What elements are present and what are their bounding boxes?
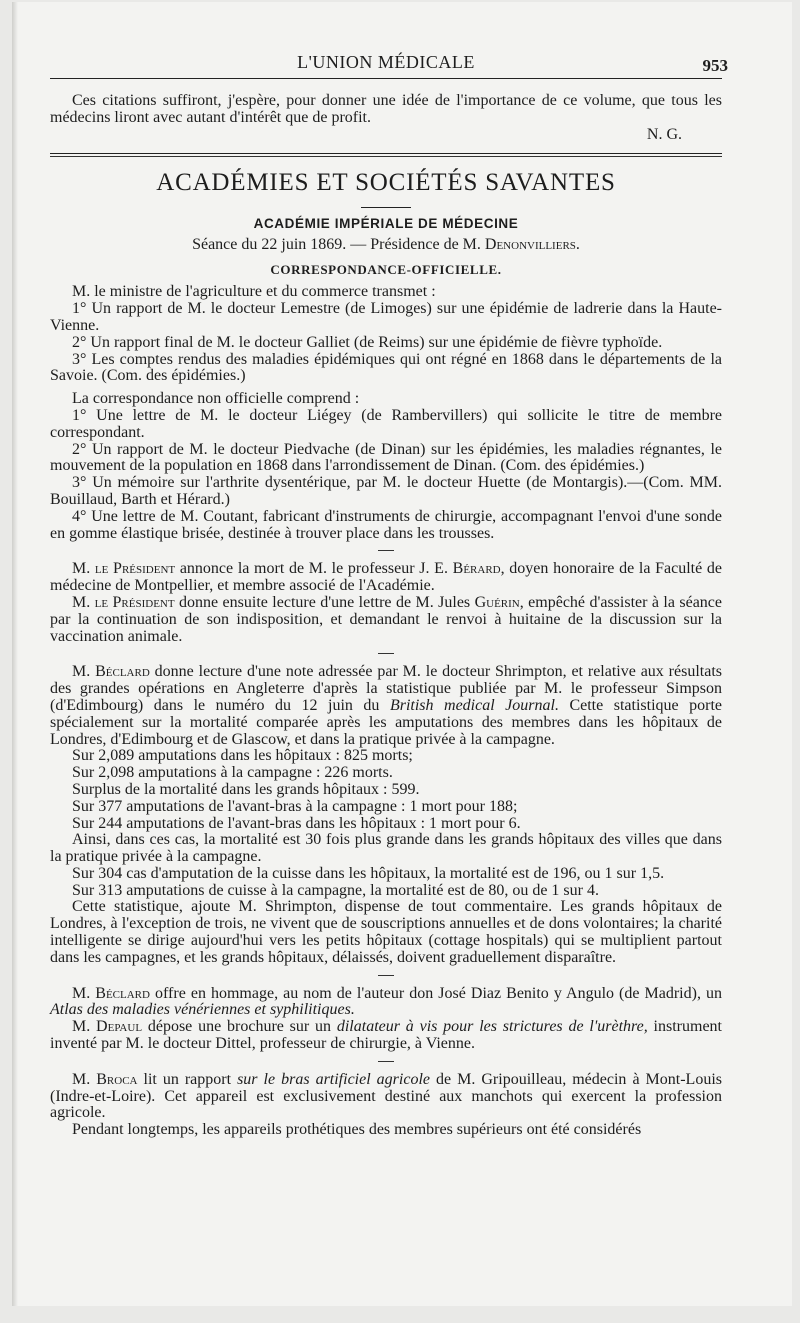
page-number: 953 (702, 56, 728, 75)
academy-heading: ACADÉMIE IMPÉRIALE DE MÉDECINE (253, 216, 519, 232)
correspondance-heading: CORRESPONDANCE-OFFICIELLE. (270, 262, 502, 278)
beclard-paragraph-5: Cette statistique, ajoute M. Shrimpton, dispense de tout commentaire. Les grands hôpitaux de Londres, à l'exception de trois, ne vivent que de souscriptions annuelles et de dons volontaires; la charité intelligente se dirige aujourd'hui vers les petits hôpitaux (cottage hospitals) qui se multiplient partout dans les campagnes, et les grands hôpitaux, délaissés, doivent graduellement disparaître. (50, 898, 722, 966)
beclard-paragraph-1: M. Béclard donne lecture d'une note adressée par M. le docteur Shrimpton, et relative aux résultats des grandes opérations en Angleterre d'après la statistique publiée par M. le professeur Simpson (d'Edimbourg) dans le numéro du 12 juin du British medical Journal. Cette statistique porte spécialement sur la mortalité comparée après les amputations des membres dans les hôpitaux de Londres, d'Edimbourg et de Glascow, et dans la pratique privée à la campagne. (50, 663, 722, 748)
intro-paragraph: Ces citations suffiront, j'espère, pour donner une idée de l'importance de ce volume, que tous les médecins liront avec autant d'intérêt que de profit. (50, 92, 722, 126)
separator-dash (378, 975, 394, 976)
unofficial-item-1: 1° Une lettre de M. le docteur Liégey (de Rambervillers) qui sollicite le titre de membre correspondant. (50, 406, 722, 441)
official-item-3: 3° Les comptes rendus des maladies épidémiques qui ont régné en 1868 dans le départements de la Savoie. (Com. des épidémies.) (50, 350, 722, 385)
beclard-paragraph-2: Ainsi, dans ces cas, la mortalité est 30 fois plus grande dans les grands hôpitaux des villes que dans la pratique privée à la campagne. (50, 831, 722, 866)
unofficial-item-2: 2° Un rapport de M. le docteur Piedvache (de Dinan) sur les épidémies, les maladies régnantes, le mouvement de la population en 1868 dans l'arrondissement de Dinan. (Com. des épidémies.) (50, 440, 722, 475)
stat-line: Sur 2,098 amputations à la campagne : 226 morts. (72, 764, 393, 782)
separator-dash (378, 653, 394, 654)
official-item-2: 2° Un rapport final de M. le docteur Galliet (de Reims) sur une épidémie de fièvre typhoïde. (72, 333, 663, 351)
broca-paragraph-2: Pendant longtemps, les appareils prothétiques des membres supérieurs ont été considérés (72, 1121, 642, 1139)
official-lead: M. le ministre de l'agriculture et du commerce transmet : (72, 283, 436, 301)
journal-page (12, 2, 792, 1306)
section-divider (50, 153, 722, 157)
unofficial-item-4: 4° Une lettre de M. Coutant, fabricant d'instruments de chirurgie, accompagnant l'envoi d'une sonde en gomme élastique brisée, destinée à trouver place dans les trousses. (50, 507, 722, 542)
president-paragraph-1: M. le Président annonce la mort de M. le professeur J. E. Bérard, doyen honoraire de la Faculté de médecine de Montpellier, et membre associé de l'Académie. (50, 560, 723, 595)
broca-paragraph-1: M. Broca lit un rapport sur le bras artificiel agricole de M. Gripouilleau, médecin à Mont-Louis (Indre-et-Loire). Cet appareil est exclusivement destiné aux manchots qui exercent la profession agricole. (50, 1070, 723, 1122)
president-paragraph-2: M. le Président donne ensuite lecture d'une lettre de M. Jules Guérin, empêché d'assister à la séance par la continuation de son indisposition, et demandant le renvoi à huitaine de la discussion sur la vaccination animale. (50, 593, 723, 645)
beclard-paragraph-3: Sur 304 cas d'amputation de la cuisse dans les hôpitaux, la mortalité est de 196, ou 1 sur 1,5. (72, 864, 665, 882)
intro-signature: N. G. (646, 125, 682, 143)
official-item-1: 1° Un rapport de M. le docteur Lemestre (de Limoges) sur une épidémie de ladrerie dans la Haute-Vienne. (50, 300, 722, 334)
seance-prefix: Séance du 22 juin 1869. — Présidence de M. (192, 236, 485, 254)
seance-line: Séance du 22 juin 1869. — Présidence de M. Denonvilliers. (192, 236, 580, 254)
separator-dash (378, 1061, 394, 1062)
beclard-paragraph-4: Sur 313 amputations de cuisse à la campagne, la mortalité est de 80, ou de 1 sur 4. (72, 881, 599, 899)
unofficial-item-3: 3° Un mémoire sur l'arthrite dysentérique, par M. le docteur Huette (de Montargis).—(Com. MM. Bouillaud, Barth et Hérard.) (50, 474, 722, 508)
stat-line: Sur 377 amputations de l'avant-bras à la campagne : 1 mort pour 188; (72, 797, 518, 815)
section-title: ACADÉMIES ET SOCIÉTÉS SAVANTES (156, 169, 616, 197)
separator-dash (378, 550, 394, 551)
intro-signature-line (50, 127, 722, 144)
stat-line: Sur 244 amputations de l'avant-bras dans les hôpitaux : 1 mort pour 6. (72, 814, 521, 832)
running-head (50, 50, 728, 79)
seance-president: Denonvilliers (484, 236, 576, 254)
hommage-paragraph-1: M. Béclard offre en hommage, au nom de l'auteur don José Diaz Benito y Angulo (de Madrid), un Atlas des maladies vénériennes et syphilitiques. (50, 984, 723, 1019)
title-underline (361, 207, 411, 208)
running-title: L'UNION MÉDICALE (297, 52, 475, 72)
stat-line: Sur 2,089 amputations dans les hôpitaux : 825 morts; (72, 747, 413, 765)
hommage-paragraph-2: M. Depaul dépose une brochure sur un dilatateur à vis pour les strictures de l'urèthre, instrument inventé par M. le docteur Dittel, professeur de chirurgie, à Vienne. (50, 1018, 722, 1053)
stat-line: Surplus de la mortalité dans les grands hôpitaux : 599. (72, 780, 420, 798)
unofficial-lead: La correspondance non officielle comprend : (72, 390, 360, 408)
